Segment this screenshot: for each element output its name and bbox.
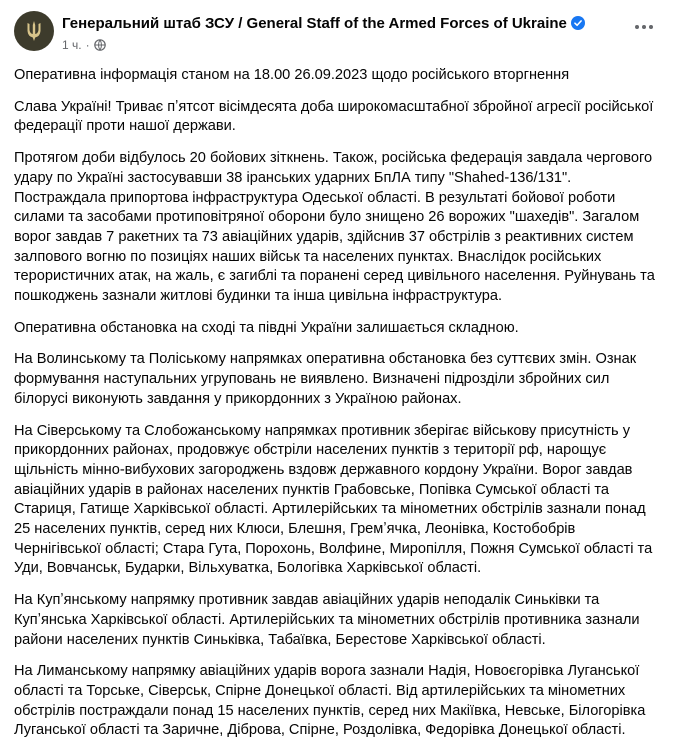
post-paragraph: На Купʼянському напрямку противник завдав авіаційних ударів неподалік Синьківки та Купʼянська Харківської області. Артилерійських та мінометних обстрілів противника зазнали райони населених пунктів Синьківка, Табаївка, Берестове Харківської області.: [14, 592, 640, 648]
post-paragraph: Слава Україні! Триває пʼятсот вісімдесята доба широкомасштабної збройної агресії російської федерації проти нашої держави.: [14, 98, 654, 135]
verified-badge-icon: [571, 16, 585, 30]
post-paragraph: Оперативна обстановка на сході та півдні України залишається складною.: [14, 319, 519, 336]
post-meta: [62, 38, 106, 52]
page-name: Генеральний штаб ЗСУ / General Staff of the Armed Forces of Ukraine: [62, 15, 567, 32]
post-body: [14, 66, 664, 753]
post-header: [14, 10, 660, 56]
post-timestamp[interactable]: 1 ч.: [62, 38, 82, 52]
post-paragraph: Протягом доби відбулось 20 бойових зіткнень. Також, російська федерація завдала чергового удару по Україні застосувавши 38 іранських ударних БпЛА типу "Shahed-136/131". Постраждала припортова інфраструктура Одеської області. В результаті бойової роботи силами та засобами протиповітряної оборони було знищено 26 ворожих "шахедів". Загалом ворог завдав 7 ракетних та 73 авіаційних ударів, здійснив 37 обстрілів з реактивних систем залпового вогню по позиціях наших військ та населених пунктах. Внаслідок російських терористичних атак, на жаль, є загиблі та поранені серед цивільного населення. Руйнувань та пошкоджень зазнали житлові будинки та інша цивільна інфраструктура.: [14, 150, 655, 305]
post-paragraph: На Сіверському та Слобожанському напрямках противник зберігає військову присутність у прикордонних районах, продовжує обстріли населених пунктів з території рф, нарощує щільність мінно-вибухових загороджень вздовж державного кордону України. Ворог завдав авіаційних ударів в районах населених пунктів Грабовське, Попівка Сумської області та Стариця, Гатище Харківської області. Артилерійських та мінометних обстрілів зазнали понад 25 населених пунктів, серед них Клюси, Блешня, Гремʼячка, Леонівка, Костобобрів Чернігівської області; Стара Гута, Порохонь, Волфине, Миропілля, Пожня Сумської області та Уди, Вовчанськ, Бударки, Вільхуватка, Бологівка Харківської області.: [14, 422, 653, 577]
trident-emblem-icon: [22, 19, 46, 43]
page-name-link[interactable]: [62, 15, 585, 32]
post-paragraph: На Волинському та Поліському напрямках оперативна обстановка без суттєвих змін. Ознак формування наступальних угруповань не виявлено. Визначені підрозділи збройних сил білорусі виконують завдання у прикордонних з Україною районах.: [14, 351, 637, 407]
post-paragraph: На Лиманському напрямку авіаційних ударів ворога зазнали Надія, Новоєгорівка Луганської області та Торське, Сіверськ, Спірне Донецької області. Від артилерійських та мінометних обстрілів постраждали понад 15 населених пунктів, серед них Макіївка, Невське, Білогорівка Луганської області та Заричне, Діброва, Спірне, Роздолівка, Федорівка Донецької області.: [14, 663, 646, 739]
separator-dot: ·: [85, 38, 90, 52]
post-paragraph: Оперативна інформація станом на 18.00 26.09.2023 щодо російського вторгнення: [14, 67, 570, 83]
more-options-button[interactable]: [628, 16, 660, 38]
globe-icon: [94, 39, 106, 51]
more-options-icon: [635, 25, 639, 29]
page-avatar[interactable]: [14, 11, 54, 51]
